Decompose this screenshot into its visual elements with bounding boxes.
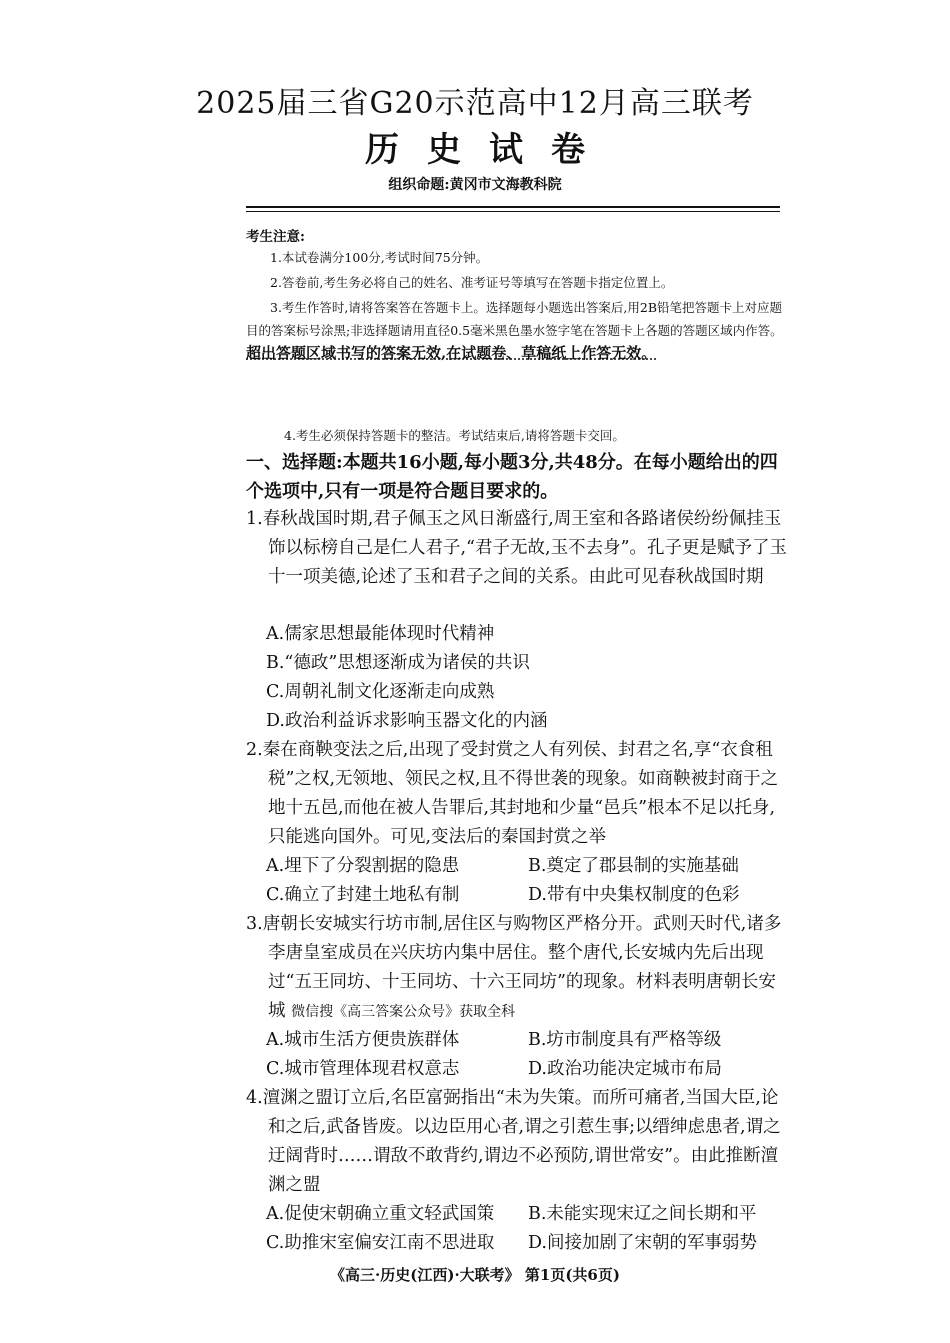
option-c: C.确立了封建土地私有制 <box>266 885 460 905</box>
option-c: C.助推宋室偏安江南不思进取 <box>266 1233 495 1253</box>
question-3 <box>246 910 792 1027</box>
question-1 <box>246 505 792 592</box>
option-a: A.促使宋朝确立重文轻武国策 <box>266 1204 495 1224</box>
option-b: B.未能实现宋辽之间长期和平 <box>528 1204 757 1224</box>
option-b: B.坊市制度具有严格等级 <box>528 1030 722 1050</box>
option-a: A.儒家思想最能体现时代精神 <box>266 624 495 644</box>
option-a: A.埋下了分裂割据的隐患 <box>266 856 460 876</box>
question-stem: 1.春秋战国时期,君子佩玉之风日渐盛行,周王室和各路诸侯纷纷佩挂玉饰以标榜自己是仁人君子,“君子无故,玉不去身”。孔子更是赋予了玉十一项美德,论述了玉和君子之间的关系。由此可见春秋战国时期 <box>246 509 788 587</box>
watermark-note: 微信搜《高三答案公众号》获取全科 <box>291 1004 516 1020</box>
option-c: C.周朝礼制文化逐渐走向成熟 <box>266 682 495 702</box>
option-b: B.奠定了郡县制的实施基础 <box>528 856 739 876</box>
notice-item-4: 4.考生必须保持答题卡的整洁。考试结束后,请将答题卡交回。 <box>284 428 625 443</box>
option-d: D.间接加剧了宋朝的军事弱势 <box>528 1233 757 1253</box>
subject-title: 历史试卷 <box>365 130 613 170</box>
section-heading: 一、选择题:本题共16小题,每小题3分,共48分。在每小题给出的四个选项中,只有一项是符合题目要求的。 <box>246 452 778 502</box>
question-stem <box>246 910 792 1027</box>
notice-title: 考生注意: <box>246 229 305 245</box>
notice-item-3-text: 3.考生作答时,请将答案答在答题卡上。选择题每小题选出答案后,用2B铅笔把答题卡上对应题目的答案标号涂黑;非选择题请用直径0.5毫米黑色墨水签字笔在答题卡上各题的答题区域内作答。 <box>246 300 783 338</box>
notice-item-2: 2.答卷前,考生务必将自己的姓名、准考证号等填写在答题卡指定位置上。 <box>270 275 674 290</box>
header-divider-thin <box>246 211 780 212</box>
option-c: C.城市管理体现君权意志 <box>266 1059 460 1079</box>
question-stem-text: 3.唐朝长安城实行坊市制,居住区与购物区严格分开。武则天时代,诸多李唐皇室成员在兴庆坊内集中居住。整个唐代,长安城内先后出现过“五王同坊、十王同坊、十六王同坊”的现象。材料表明唐朝长安城 <box>246 914 782 1021</box>
question-stem: 4.澶渊之盟订立后,名臣富弼指出“未为失策。而所可痛者,当国大臣,论和之后,武备皆废。以边臣用心者,谓之引惹生事;以缙绅虑患者,谓之迂阔背时……谓敌不敢背约,谓边不必预防,谓世常安”。由此推断澶渊之盟 <box>246 1088 781 1195</box>
option-d: D.政治利益诉求影响玉器文化的内涵 <box>266 711 548 731</box>
notice-item-3 <box>246 296 786 365</box>
option-d: D.政治功能决定城市布局 <box>528 1059 722 1079</box>
option-a: A.城市生活方便贵族群体 <box>266 1030 460 1050</box>
option-b: B.“德政”思想逐渐成为诸侯的共识 <box>266 653 530 673</box>
question-stem: 2.秦在商鞅变法之后,出现了受封赏之人有列侯、封君之名,享“衣食租税”之权,无领地、领民之权,且不得世袭的现象。如商鞅被封商于之地十五邑,而他在被人告罪后,其封地和少量“邑兵”根本不足以托身,只能逃向国外。可见,变法后的秦国封赏之举 <box>246 740 779 847</box>
question-4 <box>246 1084 792 1200</box>
option-d: D.带有中央集权制度的色彩 <box>528 885 740 905</box>
header-divider-thick <box>246 206 780 208</box>
exam-title: 2025届三省G20示范高中12月高三联考 <box>196 86 754 121</box>
notice-item-3-emphasis: 超出答题区域书写的答案无效,在试题卷、草稿纸上作答无效。 <box>246 344 657 362</box>
notice-item-1: 1.本试卷满分100分,考试时间75分钟。 <box>270 250 489 265</box>
question-2 <box>246 736 792 852</box>
organizer-line: 组织命题:黄冈市文海教科院 <box>388 177 562 193</box>
page-footer: 《高三·历史(江西)·大联考》 第1页(共6页) <box>330 1266 620 1284</box>
